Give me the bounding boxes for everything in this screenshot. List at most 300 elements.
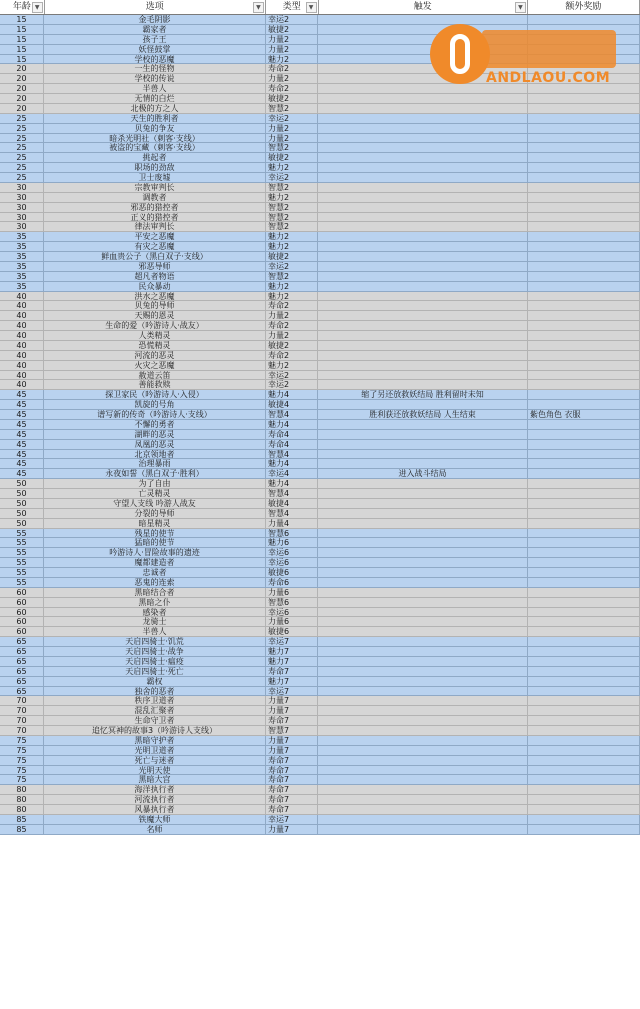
cell-type[interactable]: 寿命7 [266, 716, 318, 726]
cell-age[interactable]: 65 [0, 677, 44, 687]
cell-type[interactable]: 寿命4 [266, 440, 318, 450]
cell-age[interactable]: 70 [0, 716, 44, 726]
cell-trigger[interactable] [318, 608, 528, 618]
cell-extra[interactable] [528, 301, 640, 311]
cell-option[interactable]: 超凡者物语 [44, 272, 266, 282]
cell-option[interactable]: 天生的胜利者 [44, 114, 266, 124]
cell-type[interactable]: 寿命7 [266, 805, 318, 815]
cell-type[interactable]: 敏捷2 [266, 252, 318, 262]
cell-age[interactable]: 85 [0, 815, 44, 825]
cell-age[interactable]: 55 [0, 578, 44, 588]
cell-age[interactable]: 55 [0, 529, 44, 539]
cell-option[interactable]: 卫士废墟 [44, 173, 266, 183]
cell-type[interactable]: 魅力6 [266, 538, 318, 548]
cell-option[interactable]: 贝兔的导师 [44, 301, 266, 311]
cell-trigger[interactable] [318, 459, 528, 469]
cell-trigger[interactable] [318, 568, 528, 578]
cell-trigger[interactable] [318, 647, 528, 657]
cell-trigger[interactable] [318, 558, 528, 568]
cell-trigger[interactable] [318, 617, 528, 627]
cell-age[interactable]: 65 [0, 647, 44, 657]
cell-age[interactable]: 40 [0, 351, 44, 361]
cell-extra[interactable] [528, 548, 640, 558]
cell-age[interactable]: 25 [0, 163, 44, 173]
cell-option[interactable]: 被盗的宝藏（刺客·支线） [44, 143, 266, 153]
cell-type[interactable]: 幸运6 [266, 548, 318, 558]
cell-age[interactable]: 45 [0, 469, 44, 479]
filter-dropdown-icon[interactable]: ▼ [515, 2, 526, 13]
cell-extra[interactable] [528, 637, 640, 647]
cell-extra[interactable] [528, 124, 640, 134]
cell-option[interactable]: 赦道云笛 [44, 371, 266, 381]
cell-option[interactable]: 独舍的恶者 [44, 687, 266, 697]
cell-type[interactable]: 智慧2 [266, 183, 318, 193]
cell-trigger[interactable] [318, 775, 528, 785]
cell-type[interactable]: 魅力2 [266, 55, 318, 65]
cell-extra[interactable] [528, 143, 640, 153]
cell-option[interactable]: 风暴执行者 [44, 805, 266, 815]
cell-extra[interactable] [528, 282, 640, 292]
cell-age[interactable]: 70 [0, 706, 44, 716]
cell-option[interactable]: 永夜如誓（黑白双子·胜利） [44, 469, 266, 479]
cell-age[interactable]: 60 [0, 588, 44, 598]
cell-age[interactable]: 40 [0, 311, 44, 321]
cell-type[interactable]: 寿命2 [266, 64, 318, 74]
cell-trigger[interactable] [318, 726, 528, 736]
cell-extra[interactable] [528, 193, 640, 203]
cell-age[interactable]: 25 [0, 153, 44, 163]
cell-type[interactable]: 力量7 [266, 746, 318, 756]
cell-age[interactable]: 40 [0, 321, 44, 331]
cell-type[interactable]: 力量7 [266, 825, 318, 835]
cell-age[interactable]: 50 [0, 519, 44, 529]
cell-type[interactable]: 力量7 [266, 696, 318, 706]
cell-option[interactable]: 分裂的导师 [44, 509, 266, 519]
cell-option[interactable]: 猛暗的使节 [44, 538, 266, 548]
cell-age[interactable]: 75 [0, 766, 44, 776]
cell-extra[interactable] [528, 519, 640, 529]
cell-extra[interactable] [528, 400, 640, 410]
cell-type[interactable]: 智慧2 [266, 203, 318, 213]
cell-option[interactable]: 铁魔大师 [44, 815, 266, 825]
cell-type[interactable]: 智慧7 [266, 726, 318, 736]
cell-option[interactable]: 有灾之恶魔 [44, 242, 266, 252]
cell-option[interactable]: 半兽人 [44, 84, 266, 94]
cell-type[interactable]: 寿命7 [266, 766, 318, 776]
cell-option[interactable]: 生命守卫者 [44, 716, 266, 726]
cell-age[interactable]: 30 [0, 183, 44, 193]
cell-option[interactable]: 职场的劲敌 [44, 163, 266, 173]
cell-trigger[interactable] [318, 252, 528, 262]
cell-type[interactable]: 力量2 [266, 45, 318, 55]
cell-age[interactable]: 45 [0, 390, 44, 400]
cell-trigger[interactable] [318, 183, 528, 193]
cell-age[interactable]: 75 [0, 775, 44, 785]
cell-option[interactable]: 正义的猎控者 [44, 213, 266, 223]
header-option[interactable] [45, 0, 266, 14]
cell-age[interactable]: 20 [0, 84, 44, 94]
cell-option[interactable]: 龙骑士 [44, 617, 266, 627]
cell-option[interactable]: 一生的怪物 [44, 64, 266, 74]
cell-trigger[interactable] [318, 400, 528, 410]
cell-option[interactable]: 忠诚者 [44, 568, 266, 578]
cell-option[interactable]: 北极的方之人 [44, 104, 266, 114]
cell-option[interactable]: 半兽人 [44, 627, 266, 637]
cell-type[interactable]: 魅力2 [266, 163, 318, 173]
cell-trigger[interactable] [318, 736, 528, 746]
cell-trigger[interactable] [318, 687, 528, 697]
cell-option[interactable]: 黑暗结合者 [44, 588, 266, 598]
cell-trigger[interactable] [318, 795, 528, 805]
cell-extra[interactable] [528, 795, 640, 805]
cell-type[interactable]: 幸运7 [266, 815, 318, 825]
cell-trigger[interactable] [318, 637, 528, 647]
cell-option[interactable]: 为了自由 [44, 479, 266, 489]
cell-extra[interactable]: 紫色角色 衣服 [528, 410, 640, 420]
cell-trigger[interactable] [318, 746, 528, 756]
cell-option[interactable]: 天启四骑士·战争 [44, 647, 266, 657]
cell-age[interactable]: 25 [0, 114, 44, 124]
cell-trigger[interactable] [318, 450, 528, 460]
cell-trigger[interactable] [318, 578, 528, 588]
cell-extra[interactable] [528, 677, 640, 687]
cell-option[interactable]: 暗杀光明社（刺客·支线） [44, 134, 266, 144]
cell-type[interactable]: 幸运2 [266, 173, 318, 183]
cell-option[interactable]: 火灾之恶魔 [44, 361, 266, 371]
cell-trigger[interactable]: 进入战斗结局 [318, 469, 528, 479]
cell-type[interactable]: 寿命7 [266, 795, 318, 805]
cell-extra[interactable] [528, 509, 640, 519]
cell-extra[interactable] [528, 558, 640, 568]
cell-trigger[interactable] [318, 203, 528, 213]
cell-type[interactable]: 魅力7 [266, 647, 318, 657]
cell-age[interactable]: 20 [0, 74, 44, 84]
cell-trigger[interactable] [318, 519, 528, 529]
cell-age[interactable]: 80 [0, 785, 44, 795]
filter-dropdown-icon[interactable]: ▼ [306, 2, 317, 13]
cell-age[interactable]: 25 [0, 124, 44, 134]
cell-type[interactable]: 智慧4 [266, 410, 318, 420]
cell-extra[interactable] [528, 420, 640, 430]
cell-option[interactable]: 金毛阴影 [44, 15, 266, 25]
header-trigger[interactable] [319, 0, 528, 14]
cell-type[interactable]: 魅力2 [266, 232, 318, 242]
filter-dropdown-icon[interactable]: ▼ [32, 2, 43, 13]
cell-trigger[interactable] [318, 311, 528, 321]
cell-option[interactable]: 秩序卫道者 [44, 696, 266, 706]
cell-trigger[interactable] [318, 292, 528, 302]
cell-type[interactable]: 幸运6 [266, 558, 318, 568]
cell-option[interactable]: 黑暗之仆 [44, 598, 266, 608]
cell-trigger[interactable] [318, 232, 528, 242]
cell-type[interactable]: 智慧2 [266, 222, 318, 232]
cell-type[interactable]: 智慧2 [266, 104, 318, 114]
cell-extra[interactable] [528, 430, 640, 440]
cell-type[interactable]: 幸运6 [266, 608, 318, 618]
cell-type[interactable]: 幸运4 [266, 469, 318, 479]
cell-trigger[interactable]: 胜利获还放救妖结局 人生结束 [318, 410, 528, 420]
cell-extra[interactable] [528, 568, 640, 578]
cell-trigger[interactable] [318, 242, 528, 252]
cell-option[interactable]: 光明天使 [44, 766, 266, 776]
cell-extra[interactable] [528, 785, 640, 795]
cell-extra[interactable] [528, 450, 640, 460]
cell-age[interactable]: 35 [0, 252, 44, 262]
header-type[interactable] [266, 0, 319, 14]
cell-trigger[interactable] [318, 489, 528, 499]
cell-age[interactable]: 70 [0, 726, 44, 736]
cell-option[interactable]: 鲜血贵公子（黑白双子·支线） [44, 252, 266, 262]
cell-age[interactable]: 35 [0, 262, 44, 272]
cell-extra[interactable] [528, 608, 640, 618]
cell-extra[interactable] [528, 726, 640, 736]
cell-trigger[interactable] [318, 143, 528, 153]
cell-option[interactable]: 律法审判长 [44, 222, 266, 232]
cell-extra[interactable] [528, 766, 640, 776]
cell-trigger[interactable] [318, 262, 528, 272]
cell-option[interactable]: 宗教审判长 [44, 183, 266, 193]
cell-option[interactable]: 贝兔的争友 [44, 124, 266, 134]
cell-type[interactable]: 寿命2 [266, 321, 318, 331]
cell-type[interactable]: 力量7 [266, 736, 318, 746]
cell-trigger[interactable] [318, 805, 528, 815]
cell-age[interactable]: 45 [0, 400, 44, 410]
cell-extra[interactable] [528, 756, 640, 766]
cell-age[interactable]: 45 [0, 440, 44, 450]
cell-trigger[interactable] [318, 598, 528, 608]
cell-extra[interactable] [528, 331, 640, 341]
cell-age[interactable]: 40 [0, 341, 44, 351]
cell-option[interactable]: 治理暴雨 [44, 459, 266, 469]
cell-type[interactable]: 力量2 [266, 134, 318, 144]
cell-option[interactable]: 湖畔的恶灵 [44, 430, 266, 440]
cell-type[interactable]: 寿命2 [266, 84, 318, 94]
cell-trigger[interactable] [318, 272, 528, 282]
cell-trigger[interactable] [318, 420, 528, 430]
cell-age[interactable]: 55 [0, 558, 44, 568]
cell-type[interactable]: 寿命4 [266, 430, 318, 440]
cell-extra[interactable] [528, 479, 640, 489]
cell-trigger[interactable] [318, 361, 528, 371]
cell-type[interactable]: 敏捷6 [266, 568, 318, 578]
cell-option[interactable]: 凤凰的恶灵 [44, 440, 266, 450]
cell-option[interactable]: 无情的白烂 [44, 94, 266, 104]
cell-trigger[interactable] [318, 222, 528, 232]
cell-extra[interactable] [528, 746, 640, 756]
cell-type[interactable]: 力量2 [266, 311, 318, 321]
cell-extra[interactable] [528, 94, 640, 104]
cell-type[interactable]: 智慧2 [266, 143, 318, 153]
cell-extra[interactable] [528, 153, 640, 163]
cell-extra[interactable] [528, 321, 640, 331]
cell-extra[interactable] [528, 588, 640, 598]
cell-age[interactable]: 15 [0, 45, 44, 55]
cell-type[interactable]: 敏捷2 [266, 341, 318, 351]
cell-trigger[interactable] [318, 825, 528, 835]
cell-type[interactable]: 幸运2 [266, 262, 318, 272]
cell-age[interactable]: 45 [0, 410, 44, 420]
cell-age[interactable]: 40 [0, 371, 44, 381]
cell-age[interactable]: 15 [0, 55, 44, 65]
cell-type[interactable]: 魅力7 [266, 677, 318, 687]
cell-extra[interactable] [528, 815, 640, 825]
cell-age[interactable]: 15 [0, 35, 44, 45]
cell-trigger[interactable] [318, 94, 528, 104]
cell-age[interactable]: 25 [0, 173, 44, 183]
cell-age[interactable]: 70 [0, 696, 44, 706]
cell-type[interactable]: 魅力4 [266, 420, 318, 430]
cell-trigger[interactable] [318, 677, 528, 687]
cell-option[interactable]: 河流的恶灵 [44, 351, 266, 361]
cell-extra[interactable] [528, 667, 640, 677]
cell-extra[interactable] [528, 489, 640, 499]
cell-extra[interactable] [528, 242, 640, 252]
cell-extra[interactable] [528, 134, 640, 144]
cell-trigger[interactable] [318, 371, 528, 381]
cell-extra[interactable] [528, 627, 640, 637]
cell-option[interactable]: 死亡与迷者 [44, 756, 266, 766]
cell-extra[interactable] [528, 598, 640, 608]
cell-trigger[interactable] [318, 153, 528, 163]
cell-extra[interactable] [528, 647, 640, 657]
cell-age[interactable]: 40 [0, 301, 44, 311]
cell-trigger[interactable]: 缩了另还放救妖结局 胜利留时未知 [318, 390, 528, 400]
cell-extra[interactable] [528, 538, 640, 548]
cell-type[interactable]: 魅力7 [266, 657, 318, 667]
cell-option[interactable]: 恐慌精灵 [44, 341, 266, 351]
cell-option[interactable]: 名师 [44, 825, 266, 835]
cell-type[interactable]: 智慧2 [266, 213, 318, 223]
cell-type[interactable]: 寿命7 [266, 667, 318, 677]
cell-type[interactable]: 力量2 [266, 35, 318, 45]
cell-type[interactable]: 智慧4 [266, 450, 318, 460]
cell-extra[interactable] [528, 687, 640, 697]
cell-option[interactable]: 天启四骑士·饥荒 [44, 637, 266, 647]
cell-extra[interactable] [528, 232, 640, 242]
cell-age[interactable]: 60 [0, 627, 44, 637]
cell-type[interactable]: 寿命2 [266, 301, 318, 311]
cell-type[interactable]: 敏捷4 [266, 400, 318, 410]
cell-age[interactable]: 60 [0, 598, 44, 608]
cell-extra[interactable] [528, 183, 640, 193]
cell-type[interactable]: 魅力4 [266, 390, 318, 400]
cell-type[interactable]: 寿命2 [266, 351, 318, 361]
cell-trigger[interactable] [318, 716, 528, 726]
cell-type[interactable]: 智慧4 [266, 509, 318, 519]
cell-age[interactable]: 75 [0, 756, 44, 766]
cell-option[interactable]: 善能救赎 [44, 380, 266, 390]
cell-type[interactable]: 力量2 [266, 74, 318, 84]
cell-option[interactable]: 天启四骑士·瘟疫 [44, 657, 266, 667]
cell-option[interactable]: 北京领地者 [44, 450, 266, 460]
cell-age[interactable]: 55 [0, 568, 44, 578]
cell-option[interactable]: 凯旋的号角 [44, 400, 266, 410]
cell-age[interactable]: 15 [0, 15, 44, 25]
cell-option[interactable]: 霸家者 [44, 25, 266, 35]
cell-trigger[interactable] [318, 756, 528, 766]
cell-age[interactable]: 30 [0, 203, 44, 213]
cell-type[interactable]: 魅力2 [266, 193, 318, 203]
cell-age[interactable]: 80 [0, 805, 44, 815]
cell-option[interactable]: 调教者 [44, 193, 266, 203]
cell-option[interactable]: 孩子王 [44, 35, 266, 45]
cell-age[interactable]: 20 [0, 64, 44, 74]
cell-trigger[interactable] [318, 538, 528, 548]
cell-extra[interactable] [528, 114, 640, 124]
cell-trigger[interactable] [318, 163, 528, 173]
cell-age[interactable]: 25 [0, 143, 44, 153]
cell-option[interactable]: 生命的爱（吟游诗人·战友） [44, 321, 266, 331]
cell-extra[interactable] [528, 459, 640, 469]
cell-extra[interactable] [528, 203, 640, 213]
cell-type[interactable]: 寿命7 [266, 756, 318, 766]
cell-age[interactable]: 30 [0, 193, 44, 203]
cell-extra[interactable] [528, 262, 640, 272]
cell-option[interactable]: 海洋执行者 [44, 785, 266, 795]
cell-type[interactable]: 力量2 [266, 124, 318, 134]
cell-extra[interactable] [528, 696, 640, 706]
cell-option[interactable]: 人类精灵 [44, 331, 266, 341]
cell-age[interactable]: 45 [0, 450, 44, 460]
cell-option[interactable]: 光明卫道者 [44, 746, 266, 756]
cell-option[interactable]: 暗星精灵 [44, 519, 266, 529]
cell-trigger[interactable] [318, 785, 528, 795]
cell-age[interactable]: 55 [0, 548, 44, 558]
cell-extra[interactable] [528, 292, 640, 302]
cell-option[interactable]: 霸权 [44, 677, 266, 687]
cell-type[interactable]: 智慧6 [266, 529, 318, 539]
cell-extra[interactable] [528, 578, 640, 588]
cell-trigger[interactable] [318, 380, 528, 390]
cell-type[interactable]: 力量7 [266, 706, 318, 716]
cell-option[interactable]: 妖怪鼓掌 [44, 45, 266, 55]
cell-trigger[interactable] [318, 351, 528, 361]
filter-dropdown-icon[interactable]: ▼ [253, 2, 264, 13]
cell-option[interactable]: 邪恶的猎控者 [44, 203, 266, 213]
cell-trigger[interactable] [318, 657, 528, 667]
cell-trigger[interactable] [318, 815, 528, 825]
cell-option[interactable]: 感染者 [44, 608, 266, 618]
cell-type[interactable]: 力量4 [266, 519, 318, 529]
cell-type[interactable]: 魅力2 [266, 292, 318, 302]
cell-type[interactable]: 幸运2 [266, 380, 318, 390]
cell-age[interactable]: 40 [0, 361, 44, 371]
cell-option[interactable]: 黑暗守护者 [44, 736, 266, 746]
cell-extra[interactable] [528, 341, 640, 351]
cell-option[interactable]: 亡灵精灵 [44, 489, 266, 499]
cell-type[interactable]: 幸运2 [266, 15, 318, 25]
header-extra[interactable] [528, 0, 640, 14]
cell-option[interactable]: 魔都建造者 [44, 558, 266, 568]
cell-trigger[interactable] [318, 282, 528, 292]
cell-type[interactable]: 魅力2 [266, 282, 318, 292]
cell-option[interactable]: 不懈的勇者 [44, 420, 266, 430]
cell-age[interactable]: 65 [0, 667, 44, 677]
cell-option[interactable]: 天启四骑士·死亡 [44, 667, 266, 677]
cell-extra[interactable] [528, 351, 640, 361]
cell-type[interactable]: 幸运2 [266, 114, 318, 124]
cell-option[interactable]: 黑暗大宫 [44, 775, 266, 785]
cell-option[interactable]: 挑起者 [44, 153, 266, 163]
cell-extra[interactable] [528, 706, 640, 716]
cell-trigger[interactable] [318, 588, 528, 598]
cell-option[interactable]: 探卫家民（吟游诗人·入侵） [44, 390, 266, 400]
cell-age[interactable]: 35 [0, 282, 44, 292]
cell-type[interactable]: 寿命7 [266, 775, 318, 785]
cell-age[interactable]: 20 [0, 104, 44, 114]
cell-option[interactable]: 河流执行者 [44, 795, 266, 805]
cell-extra[interactable] [528, 716, 640, 726]
